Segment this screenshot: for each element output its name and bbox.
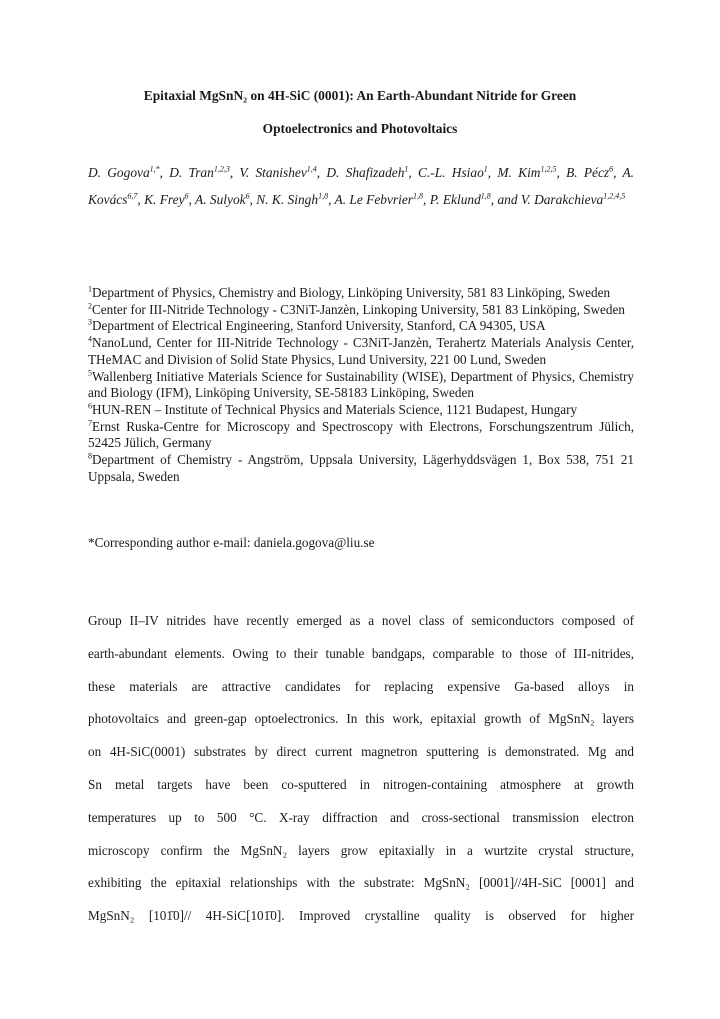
author-name: N. K. Singh — [256, 191, 319, 207]
affiliation-item — [88, 335, 634, 368]
abstract-line: these materials are attractive candidates for replacing expensive Ga-based alloys in — [88, 678, 634, 694]
affiliation-number: 3 — [88, 318, 92, 328]
paper-title-line-1: Epitaxial MgSnN₂ on 4H-SiC (0001): An Earth-Abundant Nitride for Green — [143, 88, 577, 103]
abstract — [88, 605, 634, 933]
abstract-line: MgSnN₂ [101̄0]// 4H-SiC[101̄0]. Improved crystalline quality is observed for higher — [88, 908, 634, 924]
affiliation-number: 7 — [88, 418, 92, 428]
author-affiliation-marker: 1,2,4,5 — [603, 191, 626, 201]
affiliation-number: 5 — [88, 368, 92, 378]
affiliation-text: HUN-REN – Institute of Technical Physics and Materials Science, 1121 Budapest, Hungary — [92, 401, 578, 417]
author-name: K. Frey — [144, 191, 185, 207]
affiliation-item — [88, 318, 634, 335]
author-affiliation-marker: 6 — [609, 164, 614, 174]
author-affiliation-marker: 6,7 — [127, 191, 138, 201]
abstract-line: Group II–IV nitrides have recently emerged as a novel class of semiconductors composed of — [88, 613, 634, 628]
author-name: A. Kovács — [88, 165, 634, 207]
affiliation-text: Center for III-Nitride Technology - C3NiT-Janzèn, Linkoping University, 581 83 Linköping, Sweden — [92, 301, 625, 317]
author-affiliation-marker: 1,8 — [413, 191, 423, 201]
abstract-line: Sn metal targets have been co-sputtered in nitrogen-containing atmosphere at growth — [88, 776, 634, 792]
author-name: P. Eklund — [429, 191, 481, 207]
author-affiliation-marker: 1,4 — [306, 164, 317, 174]
author-separator: , — [487, 165, 498, 180]
abstract-line: on 4H-SiC(0001) substrates by direct current magnetron sputtering is demonstrated. Mg and — [88, 744, 634, 760]
author-name: V. Stanishev — [239, 165, 307, 180]
author-separator: , — [159, 165, 170, 180]
author-name: A. Le Febvrier — [334, 191, 413, 207]
affiliation-item — [88, 369, 634, 402]
affiliation-text: Department of Chemistry - Angström, Uppsala University, Lägerhyddsvägen 1, Box 538, 751 21 Uppsala, Sweden — [88, 452, 634, 484]
author-name: V. Darakchieva — [520, 191, 604, 207]
affiliation-item — [88, 419, 634, 452]
affiliation-text: Wallenberg Initiative Materials Science for Sustainability (WISE), Department of Physics, Chemistry and Biology (IFM), Linköping University, SE-58183 Linköping, Sweden — [88, 368, 634, 401]
affiliation-number: 1 — [88, 284, 92, 294]
affiliation-item — [88, 302, 634, 319]
affiliation-number: 8 — [88, 451, 92, 461]
author-separator: , — [408, 165, 419, 180]
author-affiliation-marker: 6 — [245, 191, 250, 201]
author-affiliation-marker: 6 — [184, 191, 189, 201]
affiliation-list — [88, 285, 634, 485]
author-affiliation-marker: 1,2,3 — [213, 164, 230, 174]
author-name: D. Shafizadeh — [326, 165, 405, 180]
author-affiliation-marker: 1,* — [149, 164, 160, 174]
author-separator: , — [249, 191, 257, 207]
author-separator: , — [188, 191, 196, 207]
author-affiliation-marker: 1 — [404, 164, 409, 174]
author-separator: , — [423, 191, 430, 207]
author-affiliation-marker: 1,8 — [318, 191, 329, 201]
author-name: D. Tran — [169, 165, 214, 180]
affiliation-text: Department of Electrical Engineering, Stanford University, Stanford, CA 94305, USA — [92, 318, 546, 334]
author-name: C.-L. Hsiao — [418, 165, 484, 180]
author-separator: , — [137, 191, 145, 207]
affiliation-text: NanoLund, Center for III-Nitride Technology - C3NiT-Janzèn, Terahertz Materials Analysis Center, THeMAC and Division of Solid State Physics, Lund University, 221 00 Lund, Sweden — [88, 335, 634, 367]
author-name: M. Kim — [497, 165, 541, 180]
author-separator: , — [613, 165, 623, 180]
affiliation-number: 2 — [88, 301, 92, 311]
author-separator: , — [229, 165, 240, 180]
author-separator: , — [556, 165, 567, 180]
affiliation-number: 4 — [88, 334, 92, 344]
author-name: A. Sulyok — [195, 191, 246, 207]
author-separator: , and — [490, 191, 521, 207]
abstract-line: photovoltaics and green-gap optoelectronics. In this work, epitaxial growth of MgSnN₂ layers — [88, 711, 634, 727]
affiliation-item — [88, 285, 634, 302]
affiliation-number: 6 — [88, 401, 92, 411]
abstract-line: temperatures up to 500 °C. X-ray diffraction and cross-sectional transmission electron — [88, 809, 634, 825]
author-affiliation-marker: 1,2,5 — [540, 164, 557, 174]
abstract-line: microscopy confirm the MgSnN₂ layers grow epitaxially in a wurtzite crystal structure, — [88, 842, 634, 858]
affiliation-text: Department of Physics, Chemistry and Biology, Linköping University, 581 83 Linköping, Sweden — [92, 285, 611, 300]
affiliation-item — [88, 452, 634, 485]
abstract-line: exhibiting the epitaxial relationships with the substrate: MgSnN₂ [0001]//4H-SiC [0001] and — [88, 875, 634, 891]
author-affiliation-marker: 1,8 — [480, 191, 491, 201]
author-separator: , — [316, 165, 327, 180]
author-affiliation-marker: 1 — [483, 164, 488, 174]
author-name: B. Pécz — [566, 165, 610, 180]
author-list — [88, 160, 634, 213]
author-separator: , — [328, 191, 335, 207]
paper-title-line-2: Optoelectronics and Photovoltaics — [262, 121, 458, 136]
abstract-line: earth-abundant elements. Owing to their tunable bandgaps, comparable to those of III-nitrides, — [88, 645, 634, 661]
author-name: D. Gogova — [88, 165, 150, 180]
affiliation-item — [88, 402, 634, 419]
affiliation-text: Ernst Ruska-Centre for Microscopy and Spectroscopy with Electrons, Forschungszentrum Jülich, 52425 Jülich, Germany — [88, 418, 634, 451]
corresponding-author: *Corresponding author e-mail: daniela.gogova@liu.se — [88, 535, 375, 550]
